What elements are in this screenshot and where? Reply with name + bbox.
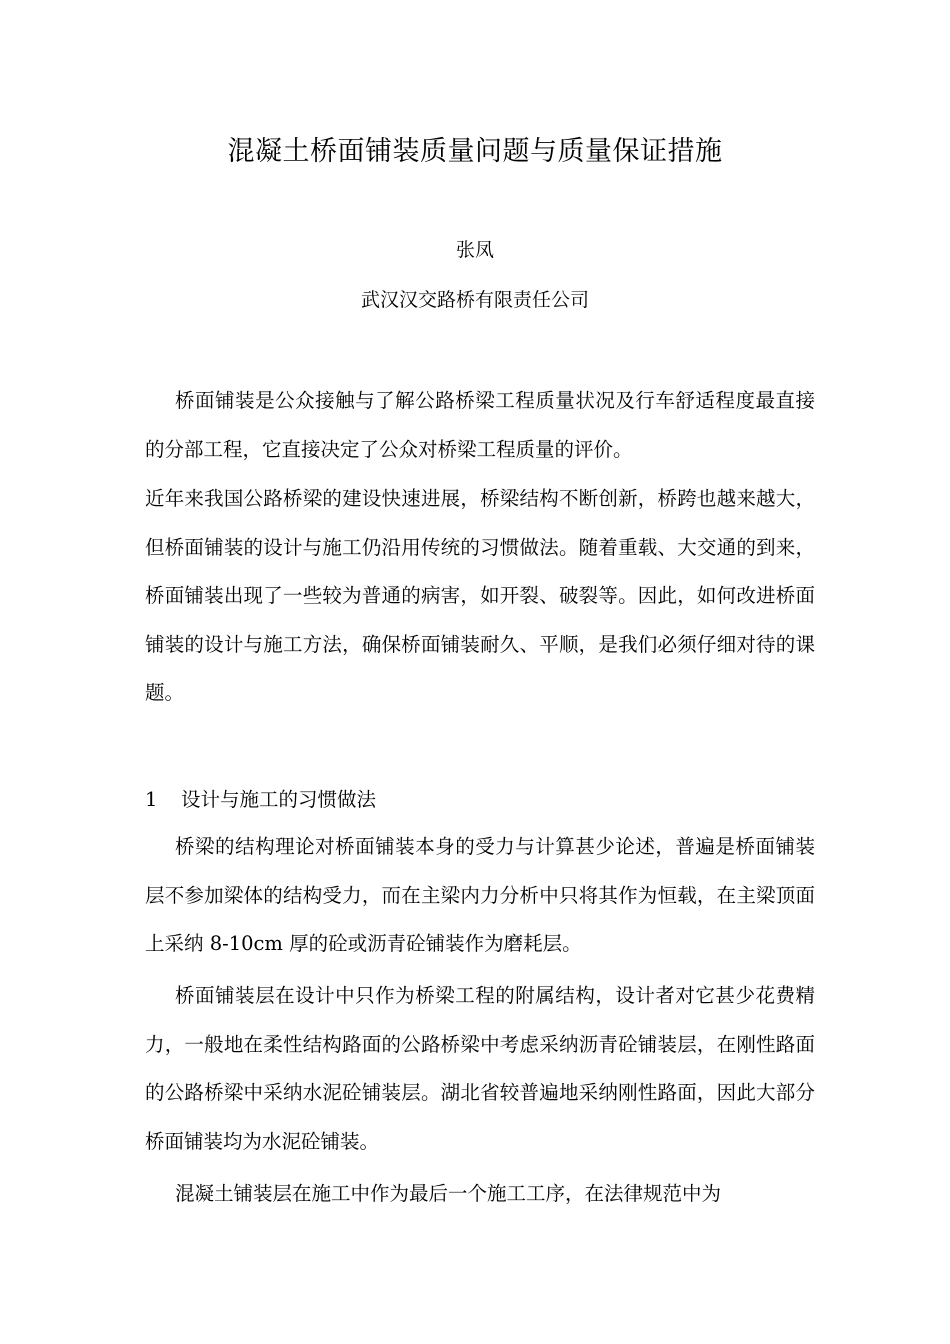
intro-paragraph: 桥面铺装是公众接触与了解公路桥梁工程质量状况及行车舒适程度最直接的分部工程，它直接决定了公众对桥梁工程质量的评价。 [145, 389, 815, 461]
body-paragraph: 混凝土铺装层在施工中作为最后一个施工工序，在法律规范中为 [175, 1182, 722, 1205]
section-heading [145, 776, 815, 824]
section-title: 设计与施工的习惯做法 [181, 788, 377, 811]
body-paragraph: 桥梁的结构理论对桥面铺装本身的受力与计算甚少论述，普遍是桥面铺装层不参加梁体的结构受力，而在主梁内力分析中只将其作为恒载，在主梁顶面上采纳 8-10cm 厚的砼或沥青砼铺装作为磨耗层。 [145, 835, 815, 955]
author-name: 张凤 [455, 239, 494, 261]
author-affiliation: 武汉汉交路桥有限责任公司 [360, 289, 589, 311]
body-paragraph: 桥面铺装层在设计中只作为桥梁工程的附属结构，设计者对它甚少花费精力，一般地在柔性结构路面的公路桥梁中考虑采纳沥青砼铺装层，在刚性路面的公路桥梁中采纳水泥砼铺装层。湖北省较普遍地采纳刚性路面，因此大部分桥面铺装均为水泥砼铺装。 [145, 984, 815, 1153]
intro-paragraph: 近年来我国公路桥梁的建设快速进展，桥梁结构不断创新，桥跨也越来越大，但桥面铺装的设计与施工仍沿用传统的习惯做法。随着重载、大交通的到来，桥面铺装出现了一些较为普通的病害，如开裂、破裂等。因此，如何改进桥面铺装的设计与施工方法，确保桥面铺装耐久、平顺，是我们必须仔细对待的课题。 [145, 487, 815, 704]
section-number: 1 [145, 788, 158, 811]
document-title: 混凝土桥面铺装质量问题与质量保证措施 [227, 136, 723, 167]
